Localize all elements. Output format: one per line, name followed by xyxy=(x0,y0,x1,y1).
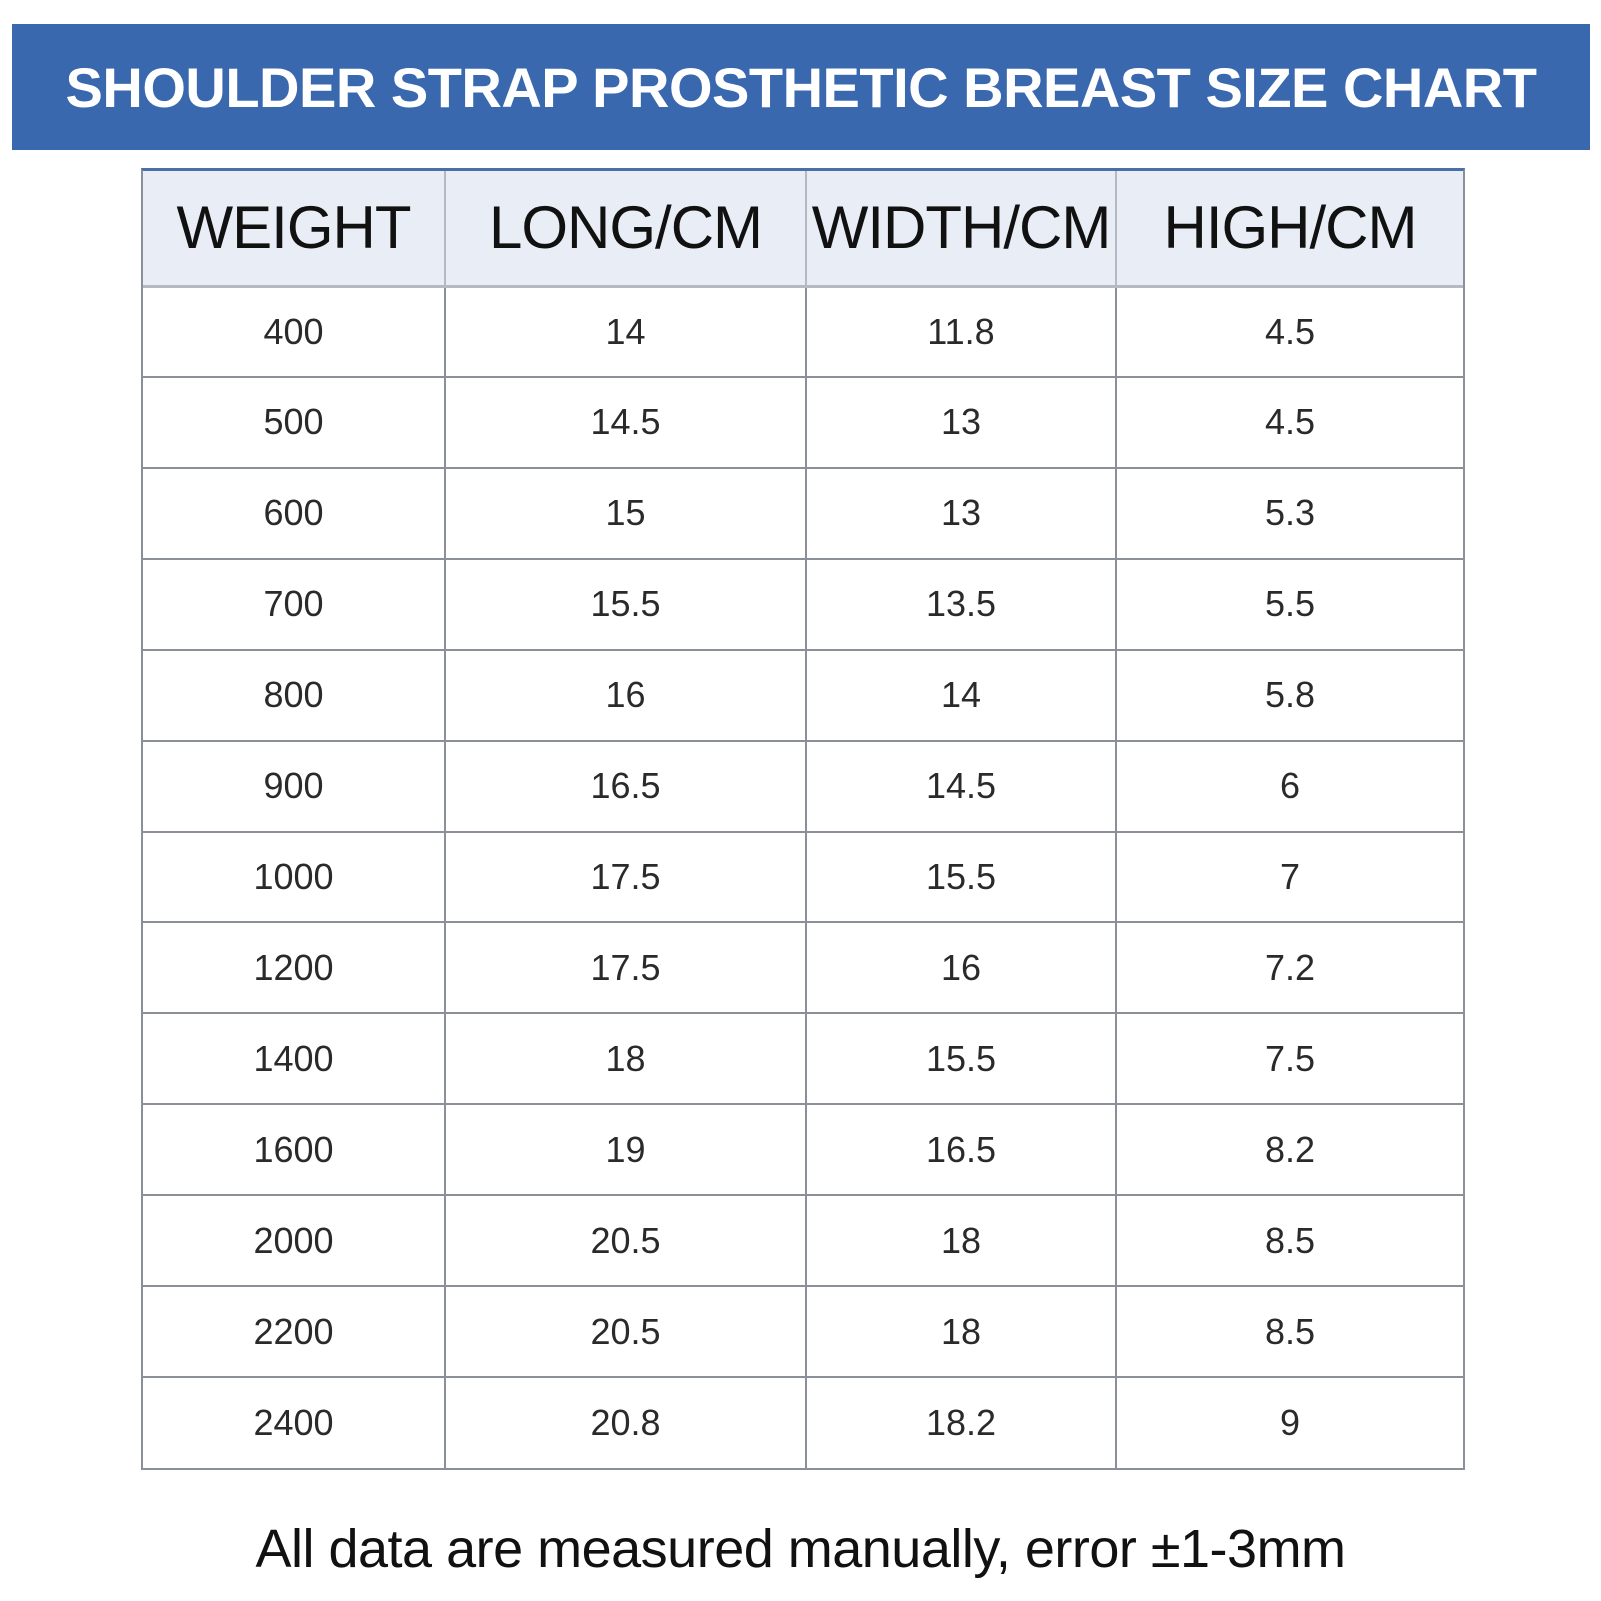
measurement-footnote: All data are measured manually, error ±1-3mm xyxy=(255,1519,1346,1579)
table-header-row xyxy=(143,171,1463,286)
weight-cell: 500 xyxy=(143,377,445,468)
high-cell: 9 xyxy=(1279,1402,1301,1444)
high-cell: 7.2 xyxy=(1116,922,1463,1013)
table-row xyxy=(143,377,1463,468)
long-cell: 20.8 xyxy=(445,1377,806,1468)
table-row xyxy=(143,741,1463,832)
weight-cell: 1000 xyxy=(143,832,445,923)
width-cell: 18.2 xyxy=(806,1377,1116,1468)
title-banner xyxy=(12,24,1590,150)
header-high: HIGH/CM xyxy=(1116,171,1463,286)
high-cell: 5.5 xyxy=(1116,559,1463,650)
table-row xyxy=(143,832,1463,923)
weight-cell: 2200 xyxy=(143,1286,445,1377)
width-cell: 14 xyxy=(806,650,1116,741)
table-row xyxy=(143,1195,1463,1286)
weight-cell: 1600 xyxy=(143,1104,445,1195)
weight-cell: 2400 xyxy=(143,1377,445,1468)
width-cell: 13 xyxy=(806,468,1116,559)
weight-cell: 1200 xyxy=(143,922,445,1013)
weight-cell: 900 xyxy=(143,741,445,832)
long-cell: 15 xyxy=(445,468,806,559)
high-cell: 5.8 xyxy=(1116,650,1463,741)
long-cell: 14 xyxy=(445,286,806,377)
weight-cell: 400 xyxy=(143,286,445,377)
long-cell: 19 xyxy=(445,1104,806,1195)
width-cell: 13 xyxy=(806,377,1116,468)
table-row xyxy=(143,922,1463,1013)
weight-cell: 600 xyxy=(143,468,445,559)
header-long: LONG/CM xyxy=(445,171,806,286)
long-cell: 20.5 xyxy=(445,1195,806,1286)
long-cell: 16 xyxy=(445,650,806,741)
high-cell: 8.5 xyxy=(1116,1286,1463,1377)
width-cell: 18 xyxy=(806,1286,1116,1377)
width-cell: 16 xyxy=(806,922,1116,1013)
long-cell: 20.5 xyxy=(445,1286,806,1377)
width-cell: 16.5 xyxy=(806,1104,1116,1195)
weight-cell: 1400 xyxy=(143,1013,445,1104)
long-cell: 18 xyxy=(445,1013,806,1104)
table-row xyxy=(143,650,1463,741)
width-cell: 11.8 xyxy=(806,286,1116,377)
weight-cell: 2000 xyxy=(143,1195,445,1286)
size-chart-table xyxy=(141,168,1465,1470)
high-cell: 7.5 xyxy=(1116,1013,1463,1104)
long-cell: 17.5 xyxy=(445,832,806,923)
weight-cell: 700 xyxy=(143,559,445,650)
high-cell: 8.2 xyxy=(1116,1104,1463,1195)
width-cell: 18 xyxy=(806,1195,1116,1286)
width-cell: 13.5 xyxy=(806,559,1116,650)
header-width: WIDTH/CM xyxy=(806,171,1116,286)
table-row xyxy=(143,1013,1463,1104)
long-cell: 15.5 xyxy=(445,559,806,650)
high-cell: 4.5 xyxy=(1116,377,1463,468)
long-cell: 17.5 xyxy=(445,922,806,1013)
weight-cell: 800 xyxy=(143,650,445,741)
page-title: SHOULDER STRAP PROSTHETIC BREAST SIZE CHART xyxy=(65,55,1537,119)
high-cell: 7 xyxy=(1116,832,1463,923)
long-cell: 14.5 xyxy=(445,377,806,468)
high-cell: 8.5 xyxy=(1116,1195,1463,1286)
high-cell: 5.3 xyxy=(1116,468,1463,559)
table-row xyxy=(143,1377,1463,1468)
width-cell: 15.5 xyxy=(806,832,1116,923)
width-cell: 15.5 xyxy=(806,1013,1116,1104)
table-row xyxy=(143,559,1463,650)
long-cell: 16.5 xyxy=(445,741,806,832)
table-row xyxy=(143,468,1463,559)
table-row xyxy=(143,286,1463,377)
high-cell: 6 xyxy=(1116,741,1463,832)
width-cell: 14.5 xyxy=(806,741,1116,832)
high-cell: 4.5 xyxy=(1116,286,1463,377)
table-row xyxy=(143,1104,1463,1195)
table-row xyxy=(143,1286,1463,1377)
header-weight: WEIGHT xyxy=(143,171,445,286)
